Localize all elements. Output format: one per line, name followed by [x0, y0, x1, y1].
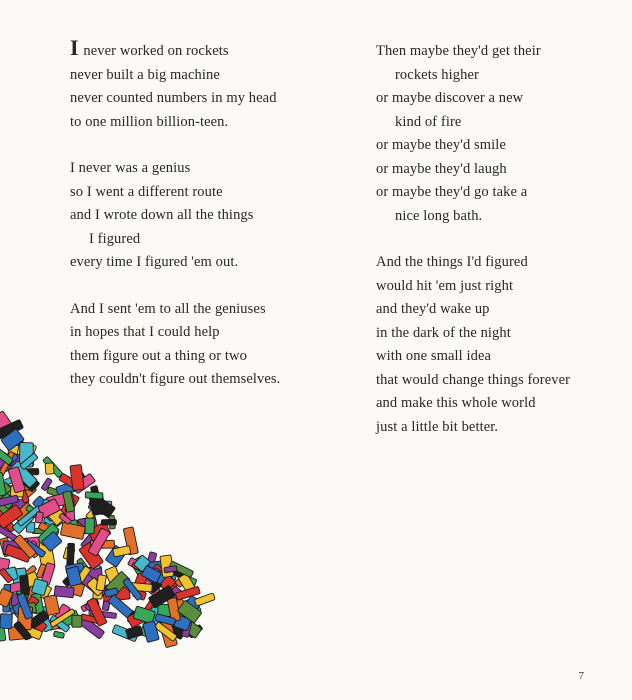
poem-line: And the things I'd figured — [376, 254, 528, 270]
poem-line: or maybe they'd go take a — [376, 184, 528, 200]
poem-line: or maybe discover a new — [376, 90, 524, 106]
paper-pile-illustration — [0, 395, 240, 655]
poem-column-left — [70, 35, 340, 415]
stanza-3 — [70, 298, 340, 392]
paper-scrap — [125, 626, 142, 639]
stanza-1 — [70, 35, 340, 134]
poem-line: would hit 'em just right — [376, 277, 514, 294]
stanza-5 — [376, 251, 616, 439]
poem-line: every time I figured 'em out. — [70, 254, 239, 270]
paper-scrap — [20, 575, 30, 596]
poem-line: just a little bit better. — [376, 418, 499, 435]
page-number: 7 — [578, 670, 584, 682]
poem-line: or maybe they'd smile — [376, 137, 506, 153]
paper-scrap — [70, 465, 84, 491]
poem-line: with one small idea — [376, 348, 492, 364]
drop-cap: I — [70, 35, 79, 60]
poem-line: Then maybe they'd get their — [376, 43, 541, 59]
paper-scrap — [54, 586, 74, 598]
poem-line: and they'd wake up — [376, 301, 490, 317]
poem-line: to one million billion-teen. — [70, 113, 229, 130]
poem-line: never counted numbers in my head — [70, 90, 277, 106]
poem-line: them figure out a thing or two — [70, 347, 247, 364]
poem-line: in the dark of the night — [376, 324, 511, 341]
poem-line: and I wrote down all the things — [70, 207, 254, 223]
paper-scrap — [67, 543, 75, 567]
poem-line: that would change things forever — [376, 371, 571, 388]
poem-line: and make this whole world — [376, 395, 536, 411]
paper-scrap — [101, 519, 116, 525]
poem-line: kind of fire — [395, 113, 462, 130]
poem-line-text: never worked on rockets — [79, 43, 229, 59]
poem-line: in hopes that I could help — [70, 324, 220, 340]
poem-line: nice long bath. — [395, 207, 483, 224]
paper-scrap — [0, 614, 12, 629]
poem-line: rockets higher — [395, 66, 479, 83]
paper-scrap — [35, 512, 43, 524]
stanza-2 — [70, 157, 340, 275]
paper-scrap — [85, 492, 103, 499]
paper-scrap — [85, 518, 94, 534]
stanza-4 — [376, 40, 616, 228]
poem-column-right — [376, 40, 616, 462]
paper-scrap — [45, 463, 54, 474]
poem-line: or maybe they'd laugh — [376, 160, 507, 177]
poem-line: And I sent 'em to all the geniuses — [70, 300, 266, 317]
poem-line: they couldn't figure out themselves. — [70, 371, 281, 387]
poem-line: I figured — [89, 230, 141, 247]
poem-line: I never was a genius — [70, 160, 191, 176]
poem-line — [70, 35, 340, 64]
poem-line: so I went a different route — [70, 183, 223, 200]
paper-scrap — [194, 593, 215, 606]
paper-scrap — [72, 615, 82, 627]
poem-line: never built a big machine — [70, 66, 220, 83]
paper-scrap — [53, 631, 64, 638]
